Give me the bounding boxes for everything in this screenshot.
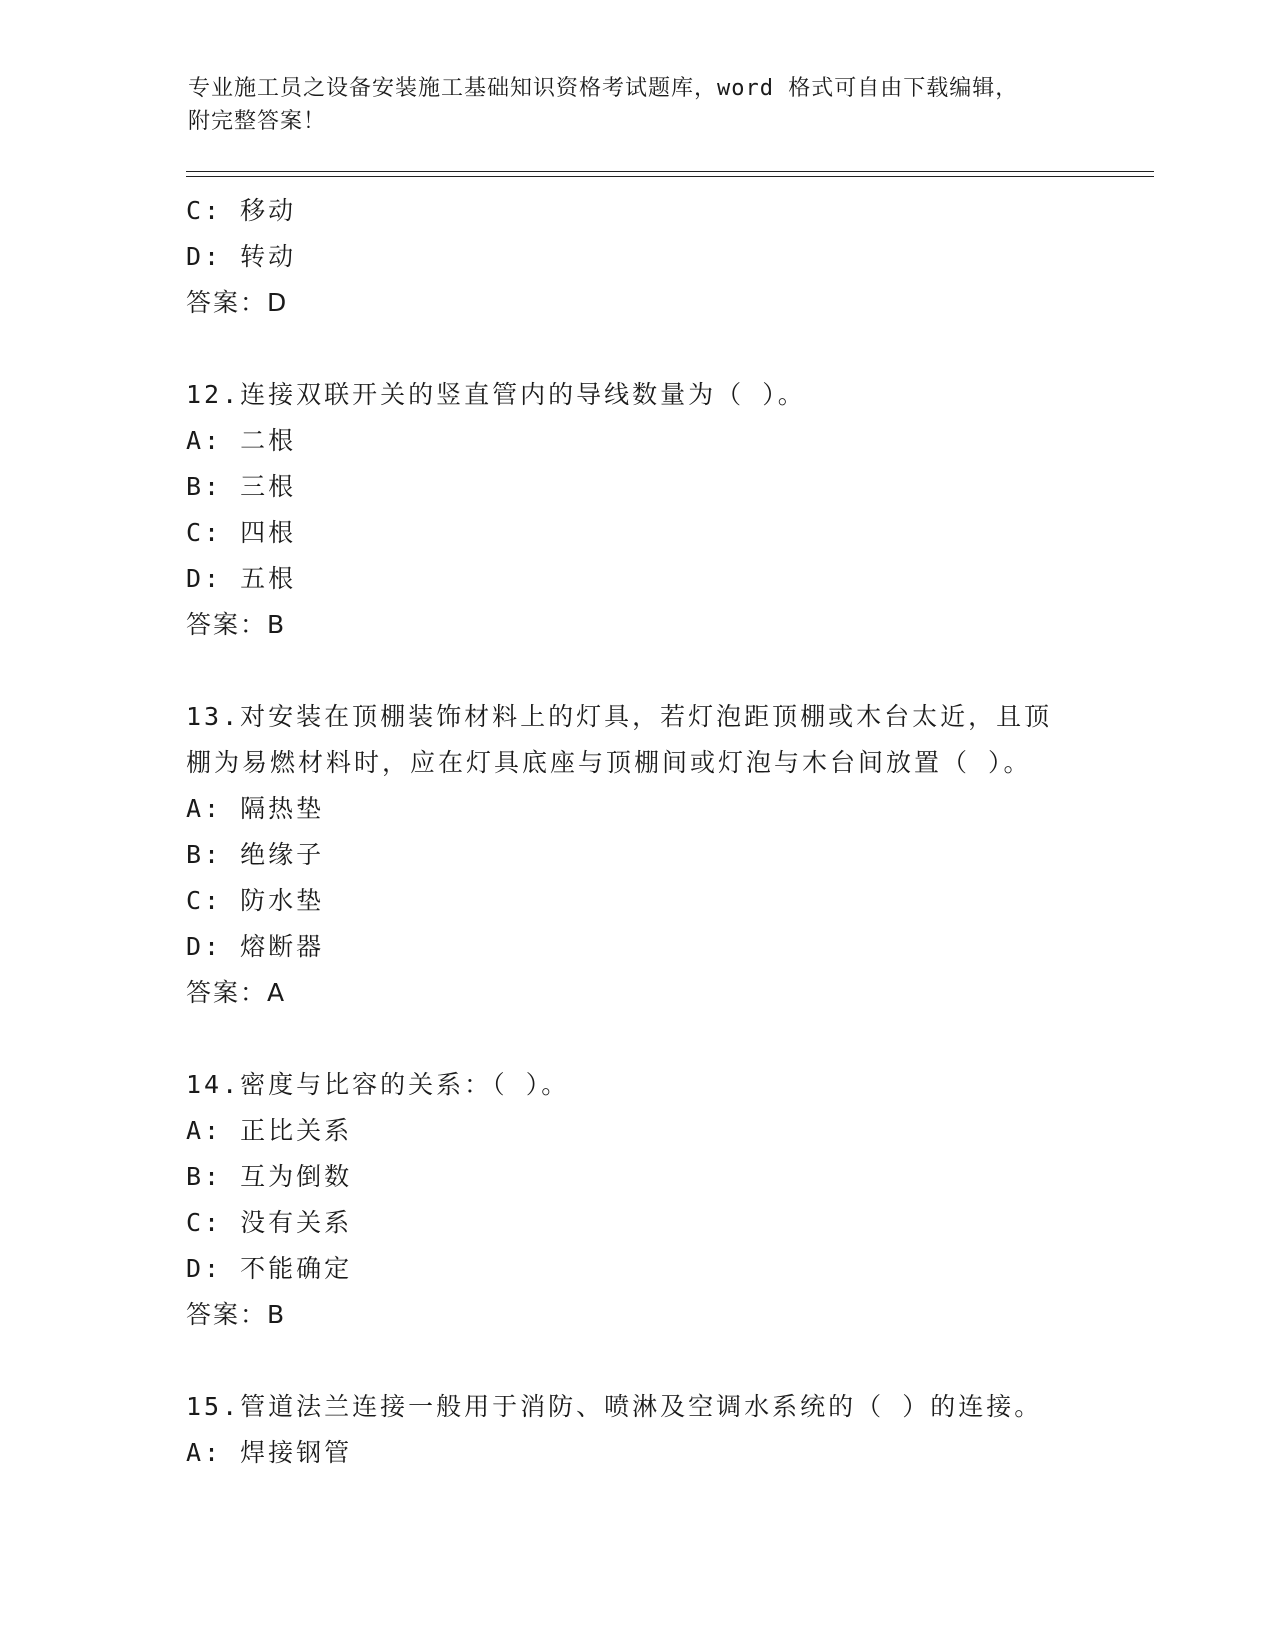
answer: 答案：D — [186, 288, 289, 317]
option-a: A: 焊接钢管 — [186, 1438, 353, 1467]
option-c: C: 防水垫 — [186, 886, 325, 915]
answer: 答案：B — [186, 1300, 287, 1329]
option-d: D: 熔断器 — [186, 932, 325, 961]
question-stem-line-1: 13.对安装在顶棚装饰材料上的灯具，若灯泡距顶棚或木台太近，且顶 — [186, 702, 1053, 731]
question-list — [186, 188, 1086, 1476]
header-line-2: 附完整答案！ — [188, 109, 327, 134]
option-d: D: 不能确定 — [186, 1254, 353, 1283]
option-c: C: 四根 — [186, 518, 297, 547]
option-d: D: 五根 — [186, 564, 297, 593]
option-a: A: 隔热垫 — [186, 794, 325, 823]
option-c: C: 移动 — [186, 196, 297, 225]
question-stem: 12.连接双联开关的竖直管内的导线数量为（ ）。 — [186, 380, 806, 409]
option-b: B: 三根 — [186, 472, 297, 501]
question-11-continued — [186, 188, 1086, 326]
question-13 — [186, 694, 1086, 1016]
answer: 答案：A — [186, 978, 287, 1007]
header-rule-bottom — [186, 176, 1154, 177]
option-c: C: 没有关系 — [186, 1208, 353, 1237]
option-b: B: 互为倒数 — [186, 1162, 353, 1191]
question-stem-line-2: 棚为易燃材料时，应在灯具底座与顶棚间或灯泡与木台间放置（ ）。 — [186, 748, 1032, 777]
option-a: A: 二根 — [186, 426, 297, 455]
option-a: A: 正比关系 — [186, 1116, 353, 1145]
question-14 — [186, 1062, 1086, 1338]
question-12 — [186, 372, 1086, 648]
question-15 — [186, 1384, 1086, 1476]
header-rule-top — [186, 171, 1154, 172]
document-header — [188, 72, 1088, 138]
header-line-1: 专业施工员之设备安装施工基础知识资格考试题库，word 格式可自由下载编辑， — [188, 76, 1019, 101]
answer: 答案：B — [186, 610, 287, 639]
question-stem: 15.管道法兰连接一般用于消防、喷淋及空调水系统的（ ）的连接。 — [186, 1392, 1043, 1421]
option-d: D: 转动 — [186, 242, 297, 271]
question-stem: 14.密度与比容的关系：（ ）。 — [186, 1070, 570, 1099]
option-b: B: 绝缘子 — [186, 840, 325, 869]
